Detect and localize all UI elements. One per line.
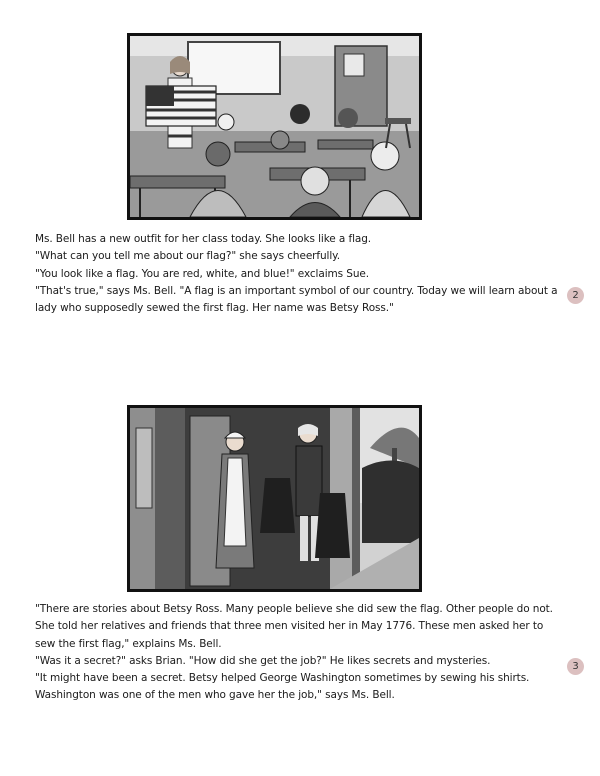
story-line: "It might have been a secret. Betsy helped George Washington sometimes by sewing his shirts. Washington was one of the men who gave her the job," says Ms. Bell. bbox=[35, 672, 530, 702]
story-line: Ms. Bell has a new outfit for her class today. She looks like a flag. bbox=[35, 233, 372, 245]
page-number-badge: 2 bbox=[567, 287, 584, 304]
betsy-ross-image bbox=[130, 408, 419, 589]
story-line: "There are stories about Betsy Ross. Many people believe she did sew the flag. Other people do not. She told her relatives and friends that three men visited her in May 1776. These men asked her to sew the first flag," explains Ms. Bell. bbox=[35, 603, 553, 650]
story-text-page-2 bbox=[35, 231, 565, 317]
story-text-page-3 bbox=[35, 601, 565, 705]
page-number-badge: 3 bbox=[567, 658, 584, 675]
classroom-illustration bbox=[127, 33, 422, 220]
story-line: "Was it a secret?" asks Brian. "How did she get the job?" He likes secrets and mysteries. bbox=[35, 654, 491, 667]
story-line: "That's true," says Ms. Bell. "A flag is an important symbol of our country. Today we will learn about a lady who supposedly sewed the first flag. Her name was Betsy Ross." bbox=[35, 284, 558, 315]
story-line: "What can you tell me about our flag?" she says cheerfully. bbox=[35, 250, 341, 263]
story-line: "You look like a flag. You are red, white, and blue!" exclaims Sue. bbox=[35, 267, 369, 280]
classroom-image bbox=[130, 36, 419, 217]
betsy-ross-illustration bbox=[127, 405, 422, 592]
